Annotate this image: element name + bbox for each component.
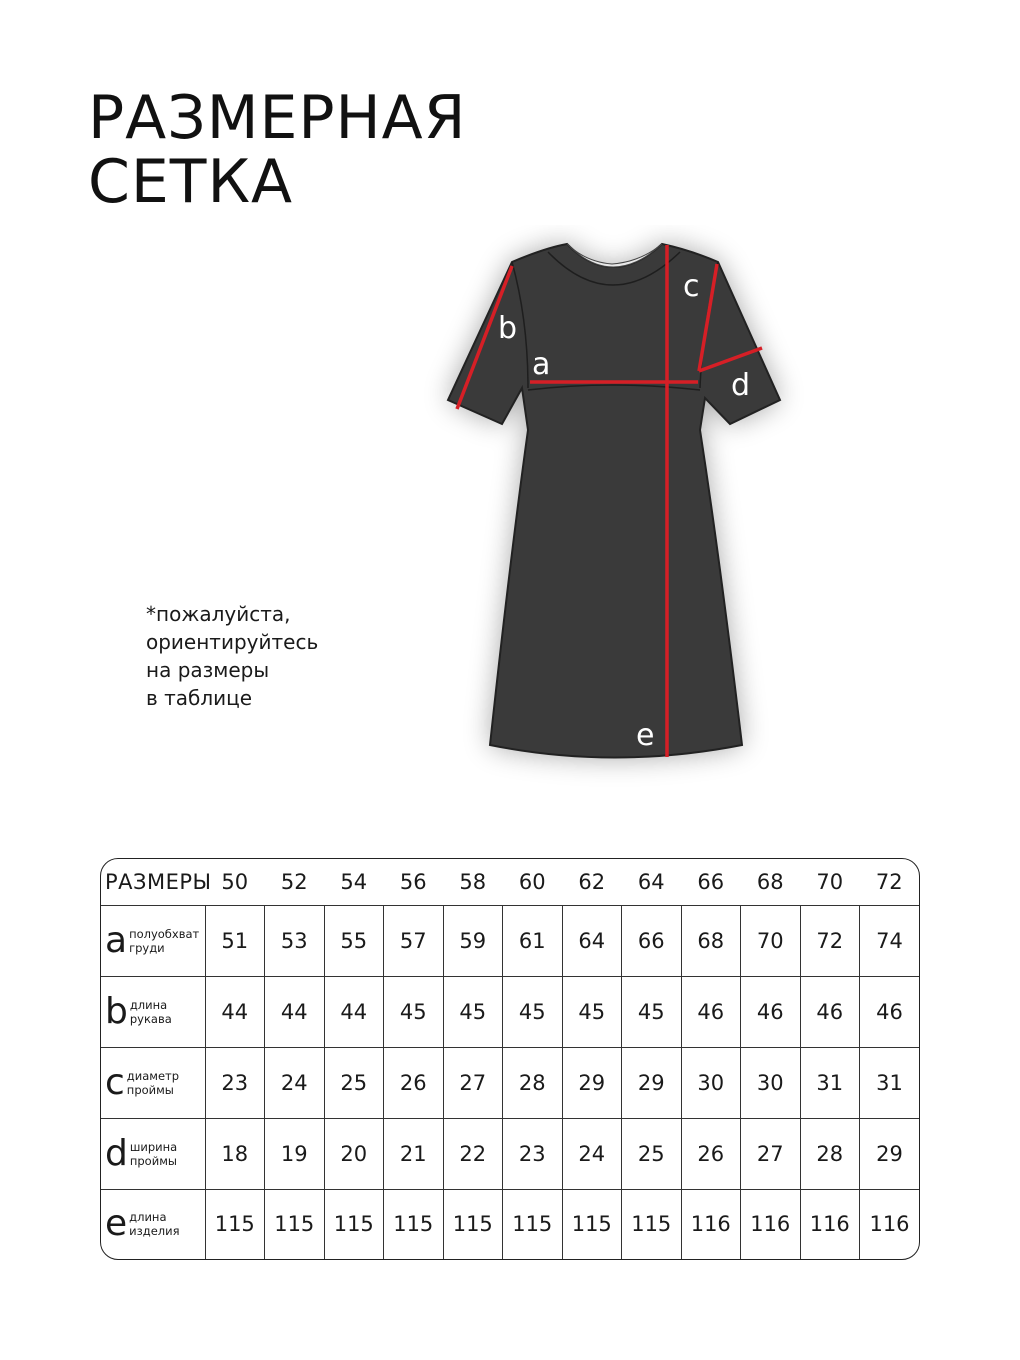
table-cell: 46 <box>681 977 741 1048</box>
table-cell: 46 <box>860 977 920 1048</box>
measure-label-a: a <box>532 347 551 382</box>
table-cell: 44 <box>324 977 384 1048</box>
page-title <box>88 83 467 217</box>
row-label-d <box>101 1118 205 1189</box>
row-label-e <box>101 1189 205 1259</box>
table-cell: 115 <box>443 1189 503 1259</box>
table-cell: 30 <box>741 1048 801 1119</box>
table-cell: 55 <box>324 906 384 977</box>
table-cell: 44 <box>265 977 325 1048</box>
size-header-cell: 68 <box>741 859 801 906</box>
size-header-cell: 72 <box>860 859 920 906</box>
size-header-cell: 64 <box>622 859 682 906</box>
table-cell: 116 <box>800 1189 860 1259</box>
size-header-row <box>101 859 919 906</box>
table-cell: 45 <box>503 977 563 1048</box>
table-cell: 27 <box>741 1118 801 1189</box>
row-description <box>129 1210 179 1238</box>
table-cell: 25 <box>622 1118 682 1189</box>
table-cell: 45 <box>622 977 682 1048</box>
row-label-a <box>101 906 205 977</box>
table-cell: 72 <box>800 906 860 977</box>
table-cell: 115 <box>205 1189 265 1259</box>
table-cell: 46 <box>800 977 860 1048</box>
table-cell: 22 <box>443 1118 503 1189</box>
size-header-cell: 66 <box>681 859 741 906</box>
table-cell: 61 <box>503 906 563 977</box>
row-letter: d <box>105 1132 128 1174</box>
size-header-cell: 62 <box>562 859 622 906</box>
size-header-cell: 60 <box>503 859 563 906</box>
measure-label-c: c <box>683 269 700 304</box>
table-cell: 45 <box>562 977 622 1048</box>
row-letter: b <box>105 991 128 1033</box>
measure-label-b: b <box>498 311 518 346</box>
row-desc-line: проймы <box>126 1082 174 1097</box>
row-letter: c <box>105 1061 125 1103</box>
note-line-1: *пожалуйста, <box>146 602 291 626</box>
title-line-2: СЕТКА <box>88 147 294 217</box>
row-desc-line: полуобхват <box>129 927 200 942</box>
table-cell: 28 <box>800 1118 860 1189</box>
table-cell: 51 <box>205 906 265 977</box>
measure-label-e: e <box>636 718 655 753</box>
table-cell: 26 <box>384 1048 444 1119</box>
note-line-2: ориентируйтесь <box>146 630 319 654</box>
table-row-e <box>101 1189 919 1259</box>
row-desc-line: груди <box>129 941 165 956</box>
table-cell: 46 <box>741 977 801 1048</box>
table-cell: 45 <box>384 977 444 1048</box>
table-cell: 18 <box>205 1118 265 1189</box>
size-header-cell: 56 <box>384 859 444 906</box>
row-description <box>130 998 172 1026</box>
table-cell: 29 <box>860 1118 920 1189</box>
note-line-4: в таблице <box>146 686 253 710</box>
size-header-cell: 58 <box>443 859 503 906</box>
table-cell: 29 <box>622 1048 682 1119</box>
table-cell: 116 <box>860 1189 920 1259</box>
table-cell: 24 <box>265 1048 325 1119</box>
row-desc-line: длина <box>129 1210 167 1225</box>
table-cell: 64 <box>562 906 622 977</box>
row-letter: a <box>105 920 128 962</box>
measure-label-d: d <box>731 368 751 403</box>
row-desc-line: проймы <box>129 1153 177 1168</box>
note-line-3: на размеры <box>146 658 270 682</box>
table-cell: 115 <box>562 1189 622 1259</box>
size-header-cell: 54 <box>324 859 384 906</box>
row-desc-line: длина <box>129 998 168 1013</box>
row-description <box>130 1140 177 1168</box>
table-cell: 26 <box>681 1118 741 1189</box>
row-label-b <box>101 977 205 1048</box>
row-desc-line: ширина <box>129 1139 178 1154</box>
table-cell: 19 <box>265 1118 325 1189</box>
row-description <box>127 1069 179 1097</box>
table-row-d <box>101 1118 919 1189</box>
table-row-b <box>101 977 919 1048</box>
table-cell: 31 <box>860 1048 920 1119</box>
table-cell: 116 <box>681 1189 741 1259</box>
table-cell: 20 <box>324 1118 384 1189</box>
row-letter: e <box>105 1203 128 1245</box>
table-cell: 25 <box>324 1048 384 1119</box>
row-description <box>129 927 199 955</box>
size-chart-table <box>100 858 920 1260</box>
table-cell: 115 <box>265 1189 325 1259</box>
table-row-a <box>101 906 919 977</box>
size-note <box>146 600 318 712</box>
row-label-c <box>101 1048 205 1119</box>
table-cell: 31 <box>800 1048 860 1119</box>
table-cell: 115 <box>503 1189 563 1259</box>
row-desc-line: диаметр <box>126 1068 180 1083</box>
size-header-label: РАЗМЕРЫ <box>101 859 205 906</box>
row-desc-line: рукава <box>129 1012 172 1027</box>
table-cell: 116 <box>741 1189 801 1259</box>
table-cell: 27 <box>443 1048 503 1119</box>
table-cell: 44 <box>205 977 265 1048</box>
table-cell: 70 <box>741 906 801 977</box>
size-header-cell: 70 <box>800 859 860 906</box>
table-row-c <box>101 1048 919 1119</box>
table-cell: 21 <box>384 1118 444 1189</box>
table-cell: 45 <box>443 977 503 1048</box>
table-cell: 29 <box>562 1048 622 1119</box>
table-cell: 115 <box>324 1189 384 1259</box>
row-desc-line: изделия <box>129 1224 180 1239</box>
table-cell: 23 <box>503 1118 563 1189</box>
size-header-cell: 50 <box>205 859 265 906</box>
size-header-cell: 52 <box>265 859 325 906</box>
dress-diagram <box>400 225 830 805</box>
table-cell: 23 <box>205 1048 265 1119</box>
table-cell: 28 <box>503 1048 563 1119</box>
title-line-1: РАЗМЕРНАЯ <box>88 83 467 153</box>
table-cell: 74 <box>860 906 920 977</box>
table-cell: 30 <box>681 1048 741 1119</box>
table-cell: 53 <box>265 906 325 977</box>
table-cell: 66 <box>622 906 682 977</box>
table-cell: 59 <box>443 906 503 977</box>
table-cell: 115 <box>384 1189 444 1259</box>
table-cell: 115 <box>622 1189 682 1259</box>
table-cell: 57 <box>384 906 444 977</box>
table-cell: 68 <box>681 906 741 977</box>
table-cell: 24 <box>562 1118 622 1189</box>
